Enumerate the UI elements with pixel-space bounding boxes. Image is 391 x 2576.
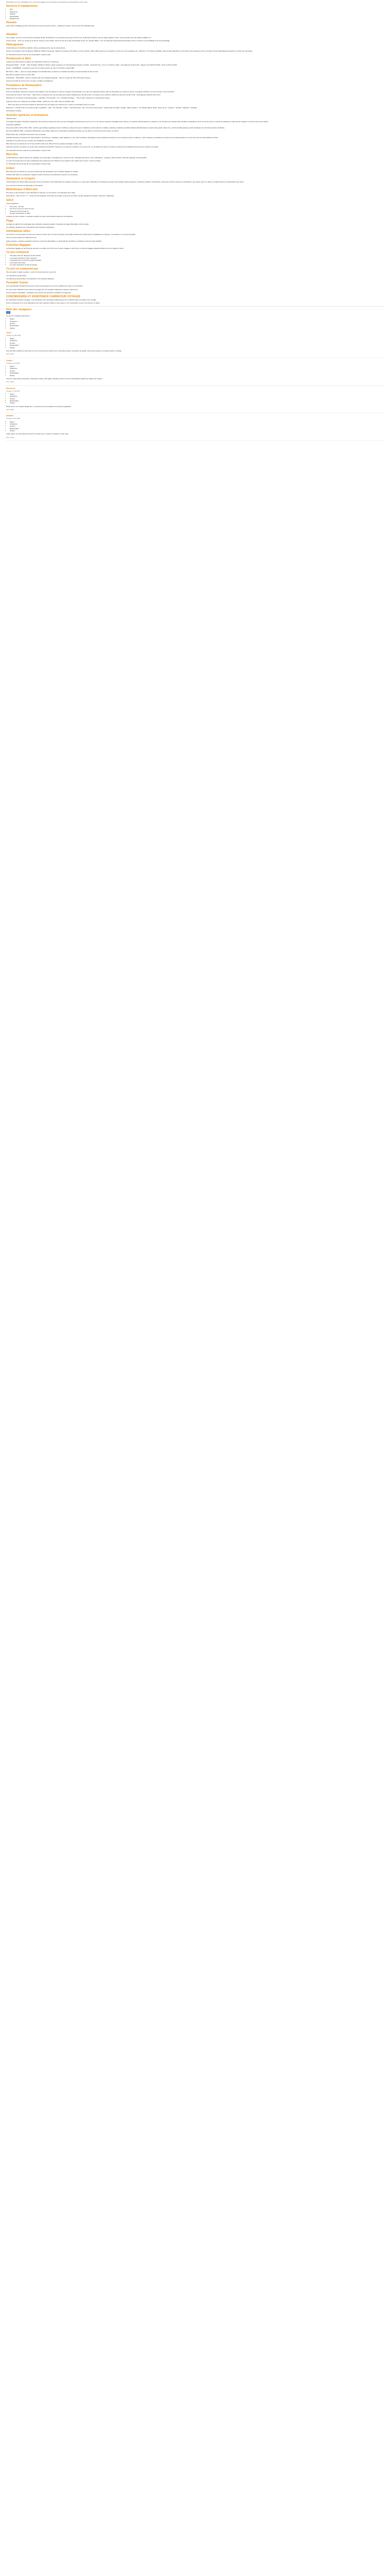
formalites-title: Formalité Tunisie xyxy=(6,281,28,285)
services-title: Services et équipements xyxy=(6,5,38,8)
activites-paragraph: Une plage aménagée (Transats et parasols), deux piscines extérieures dont une avec toboggans (fonctionnant de 10 h à 17 h), une piscine intérieure (chauffée selon saison), une piscine enfants (piscine en bassins et de mini-jeux) (en fonction des conditions climatiques), deux courts de tennis, un terrain de pétanque et parcours de minigolf, une aire de jeux pour enfants. xyxy=(6,120,269,123)
avis-item xyxy=(6,358,385,386)
ne-comprend-pas-paragraph: Les assurances optionnelles. xyxy=(6,274,27,277)
restaurants-paragraph: Snack - CASERONE - restaurant ouvert sur la terrasse piscine de 11h à 17h (selon météo) MEC. xyxy=(6,67,75,70)
service-item: • Climatisation xyxy=(10,15,385,18)
avis-text: Hôtel correct, bon rapport qualité prix. Le personnel est accueillant et les piscines agréables. xyxy=(6,405,72,408)
compris-item: • Le transport aéroport / hôtel / aéroport xyxy=(10,257,385,259)
hebergement-paragraph: Toutes nos chambres sont climatisées (15/06 au 15/10) et la grande majorité sont dotées d'un balcon ou d'une terrasse. Elles offrent aussi une vue jardin ou côté mer et sont équipées de : téléphone, TV (chaînes satellite), salle de bains (téléphone à immersion selon saisons) et d'un mini-frigo. Service blanchisserie (payant). Un bébé (sur demande). xyxy=(6,50,253,53)
prestations-paragraph: Concernant la formule "Tout Inclus" : table Heure et boissons aux sont les plats servis dans l'établissement de 10h à 16h - les repas sont en 24/24 en buffet Aux alentours de 8h et 16h - Petit déjeuner tardif de 10h à 11h. xyxy=(6,94,161,96)
franchise-paragraph: La franchise bagage est de 15 kg par personne, au-delà, merci d'en tenir compte; bagage à main 5 kg. Les frais de bagage supplémentaires sont à la charge du client. xyxy=(6,247,124,250)
prestations-paragraph: Boissons 24 / 24 (selon la période) gratuites - Café Bar / The Nescafé - Jus - cocktails alcoolisés ... Thé et Café - Boissons non alcoolisées locales xyxy=(6,97,110,99)
ne-comprend-pas-title: Ce prix ne comprend pas xyxy=(6,267,38,271)
avis-criterion: • Séjour xyxy=(10,365,385,367)
plage-paragraph: La plage de sable fin est aménagée avec transats et parasols gratuits. Serviettes de plage disponibles contre caution. xyxy=(6,223,89,225)
golf-item: • Par 72 (à 1 km) et en bord de mer xyxy=(10,208,385,210)
activites-paragraph: Beach Party (été, et 21h30 à 22 heures et par semaine) xyxy=(6,133,46,135)
avis-criterion: • Service xyxy=(10,370,385,372)
avis-item xyxy=(6,386,385,414)
ne-comprend-pas-paragraph: Les dépenses personnelles, les pourboires et les activités payantes. xyxy=(6,277,55,280)
plage-title: Plage xyxy=(6,219,13,223)
avis-criterion: • Piscine xyxy=(10,430,385,432)
score-badge: 4/6 xyxy=(7,311,9,314)
services-list xyxy=(6,8,385,20)
avis-criterion: • Séjour xyxy=(10,421,385,423)
avis-text: Super séjour, je recommande vivement cet hôtel pour un séjour en famille ou entre amis. xyxy=(6,433,69,435)
avis-text: Très bon séjour dans l'ensemble, restauration variée, belle plage. Quelques petits soucis de climatisation rapidement réglés par l'équipe. xyxy=(6,377,103,380)
avis-criterion: • Piscine xyxy=(10,347,385,349)
avis-date: Voyagé en juillet 2023 xyxy=(6,334,21,336)
avis-criterion: • Piscine xyxy=(10,402,385,404)
avis-criterion: • Service xyxy=(10,398,385,400)
avis-criteria xyxy=(6,337,385,349)
activites-paragraph: Animations ne jouent lieu si le nombre de maritalistes est suffisant xyxy=(6,139,53,142)
avis-name: Julien xyxy=(6,331,12,334)
avis-item xyxy=(6,330,385,358)
avis-criterion: • Restauration xyxy=(10,344,385,346)
avis-criterion: • Séjour xyxy=(10,393,385,395)
avis-date: Voyagé en mai 2023 xyxy=(6,389,20,392)
activites-paragraph: Un Protestant Annuel à l'eau fin sur présentation / bureau suite xyxy=(6,149,51,151)
activites-title: Activités sportives et Animations xyxy=(6,113,48,117)
enfant-paragraph: Mini-club pour les enfants (4 à 12 ans) encadré par des animateurs, jeux, activités ludiques et créatifs. xyxy=(6,170,78,173)
avis-criterion: • Chambres xyxy=(10,395,385,397)
avis-date: Voyagé en juin 2023 xyxy=(6,362,20,364)
bien-etre-title: Bien-être xyxy=(6,152,18,156)
seminaires-paragraph: Une connexion Internet est disponible à la réception. xyxy=(6,184,44,187)
avis-criterion: • Chambres xyxy=(10,423,385,425)
avis-name: Mohamed xyxy=(6,387,15,389)
enfant-paragraph: Chaise haute dans les restaurants, baignoire bébé et lit bébé sur demande (à réserver à la réception) xyxy=(6,173,78,176)
avis-text: Très bel hôtel, idéalement situé face à la mer. Personnel aux petits soins, chambres propres, animation de qualité. Nous avons passé un excellent séjour en famille. xyxy=(6,349,122,352)
informations-paragraph: Les check-in se font à partir de 14h et les check-out avant 12h. Une taxe de séjour est à régler directement à l'hôtel (selon la législation en vigueur). Les animaux ne sont pas acceptés. xyxy=(6,233,136,236)
prestations-paragraph: ... Dîner à la carte une fois par semaine de 19h à 21h pour les séjours de minimum de 7 nuits sur réservation (selon le menu). xyxy=(6,103,95,106)
note-title: Note des voyageurs xyxy=(6,308,32,311)
avis-verified: Avis vérifié xyxy=(6,380,14,383)
hebergement-paragraph: Un Protestant Annuel à l'eau fin sur présentation / bureau suite xyxy=(6,53,51,56)
intro-text: Description Cu-une compagnie) l'Ce y ans la compagnie Les Formateurs Concessions Leur Expérience Avec Cette xyxy=(6,1,88,3)
bien-etre-paragraph: Un Protestant Annuel à l'eau fin sur présentation / bureau suite xyxy=(6,163,51,165)
restaurants-paragraph: Service de buffet 24 à 10 (ou 24 / 41 selon conditions climatiques) xyxy=(6,80,53,82)
avis-criterion: • Service xyxy=(10,342,385,344)
golf-paragraph: Pour les golfeurs : xyxy=(6,202,19,205)
service-item: • Parking xyxy=(10,13,385,15)
golf-item: • Parcours de 9 trous par 27 xyxy=(10,210,385,212)
avis-criterion: • Chambres xyxy=(10,340,385,342)
avis-name: Nathalie xyxy=(6,415,14,417)
activites-paragraph: Animations gratuites xyxy=(6,123,21,126)
hebergement-paragraph: L'hôtel dispose de chambres doubles, triples, quadruples ainsi que de suites juniors. xyxy=(6,47,66,49)
restaurants-title: Restaurants & Bars xyxy=(6,57,31,61)
activites-paragraph: En journée (10h à 13h et 15h à 18h) : aérobic, gymnastique aquatique (selon conditions), water-polo (selon conditions), tennis (vitesse en balles), pétanque (matériel), activités ludiques (fléchettes/jeux), beach volley (selon météo etc.), tennis de table (payant), sports nautiques non motorisés (selon conditions). xyxy=(6,127,225,129)
page xyxy=(0,0,391,441)
avis-criterion: • Piscine xyxy=(10,375,385,377)
compris-title: Ce prix comprend xyxy=(6,251,29,255)
informations-paragraph: Selon la saison, certaines prestations peuvent ne pas être disponibles. Le descriptif des chambres et activités est donné à titre indicatif. xyxy=(6,240,102,242)
bien-etre-paragraph: Le soins de beauté (lieux de soins esthétiques) de la partie hors de l'hôtel par une exigence des maîtres d'un service, soins du visage... xyxy=(6,160,102,162)
activites-paragraph: En soirée (20h30 à 23h) : spectacles folkloriques et de cabaret (fait), jeux et animations interactives (bingo, jeux de danse, concours) (tous les jours), en saison. xyxy=(6,130,119,132)
avis-criterion: • Service xyxy=(10,425,385,427)
prestations-title: Prestations de Restauration xyxy=(6,83,42,87)
note-criterion: • Restauration xyxy=(10,325,385,327)
golf-item: • de golfs du Monastir en 2007 xyxy=(10,212,385,214)
avis-verified: Avis vérifié xyxy=(6,408,14,411)
avis-item xyxy=(6,413,385,441)
prestations-paragraph: Séjour proposé en Tout Inclus xyxy=(6,87,27,90)
compris-item: • La formule Tout Inclus xyxy=(10,262,385,264)
avis-criteria xyxy=(6,421,385,432)
compris-item: • Les taxes d'aéroport et frais de dossier xyxy=(10,264,385,266)
avis-criterion: • Chambres xyxy=(10,367,385,369)
avis-date: Voyagé en avril 2023 xyxy=(6,417,20,420)
formalites-paragraph: Pour les autres nationalités, renseignez-vous auprès des autorités consulaires compétentes. xyxy=(6,291,72,294)
compris-item: • Vols aller-retour au départ de la ville choisie xyxy=(10,255,385,257)
hebergement-title: Hébergement xyxy=(6,43,24,47)
situation-paragraph: Sur la plage, au cœur de la commune historique Dérôle de Monastir et à proximité de plus gré de 20 Km au, El Monastir Gavoua, tenu de régions agréés mélés, nous accueille avec des séjours d'ailleurs en. xyxy=(6,36,152,39)
bibliotheque-paragraph: Des livres et des journaux à votre disposition à l'accueil, un coin lecture, une télévision avec salon. xyxy=(6,191,76,194)
restaurants-paragraph: Café Maure - PAOLINETI - dans le véranda café sur le Narguilé (payant)... dans le courant de 10h à 23h (selon saison). xyxy=(6,77,91,79)
compris-item: • L'hébergement en chambre double standard xyxy=(10,259,385,261)
service-item: • Équipements xyxy=(10,18,385,20)
formalites-paragraph: Les ressortissants français doivent être munis d'un passeport en cours de validité pour entrer sur le territoire. xyxy=(6,285,83,287)
note-criterion: • Chambres xyxy=(10,320,385,323)
avis-criteria xyxy=(6,365,385,377)
avis-verified: Avis vérifié xyxy=(6,353,14,355)
service-item: • Ergonomie xyxy=(10,11,385,13)
activites-paragraph: Activités sportives à l'extérieur de l'hôtel (payant) : golf 18 trous, équitation, quad, balades en mer, selon conditions climatiques, sports nautiques motorisés et non motorisés (selon conditions) - ports nautiques et activités de l'extérieur sont indépendantes et ne sont pas sous la responsabilité de l'hôtel. xyxy=(6,136,219,139)
bibliotheque-paragraph: Informations : 24h / 24, du 7 / 7 - Accès Internet (payant), Wi-Fi dans les parties communes de l'hôtel, Laverie (payante), boutique, coffre-fort, distributeur. xyxy=(6,195,115,197)
franchise-title: Franchise Bagages xyxy=(6,244,31,247)
service-item: • Wifi xyxy=(10,8,385,10)
assistance-paragraph: Notre conciergerie est à votre disposition pour toute question relative à votre séjour, à vos réservations ou pour tout besoin sur place. xyxy=(6,302,101,304)
prestations-paragraph: Snack de 11h à 17h / Déjeuner de 12h30 à 14h30 - Goûter de 17h à 18h / Dîner de 19h30 à 21h. xyxy=(6,100,75,103)
note-criteria-list xyxy=(6,318,385,329)
note-score xyxy=(6,312,385,314)
activites-paragraph: Mini-club pour les enfants de 4 à 12 ans de 10h à 12h et de 15h à 17h sous espace aménagé en effet, tous xyxy=(6,143,82,145)
assistance-title: CONCIERGERIE ET ASSISTANCE CARREFOUR VOYAGES xyxy=(6,295,80,299)
prestations-paragraph: Boissons 0 : à partir de 9h à sa minuit et plein e gratifiées - Café - The Nescafé - Tisane - Chocolat chaud - Lait - Jus de fruit (concentré) - Sodas (cola, limonade, orange) - Bière pression - Vin (Rouge, Blanc, Rosé) - Eaux de vie - Liqueurs - Apéritifs - Digestifs - Cocktails. xyxy=(6,106,198,109)
enfant-title: Enfant xyxy=(6,166,15,170)
golf-paragraph: Location de clubs, chariot et voiturette possible sur place (informations auprès de la réception) xyxy=(6,215,73,218)
note-criterion: • Piscine xyxy=(10,327,385,329)
avis-verified: Avis vérifié xyxy=(6,436,14,438)
restaurants-paragraph: L'hôtel vous offre plusieurs espaces de restauration intérieurs et extérieurs : xyxy=(6,61,60,63)
avis-criterion: • Restauration xyxy=(10,400,385,402)
ne-comprend-pas-paragraph: Taxe de séjour à régler sur place : environ 2 € par personne et par nuit. xyxy=(6,271,57,274)
restaurants-paragraph: Bar Piscine Galerie ouvert de 10h à 18h. xyxy=(6,73,35,76)
avis-criterion: • Restauration xyxy=(10,372,385,374)
avis-criterion: • Séjour xyxy=(10,337,385,340)
golf-item: • Par excès - 18 trous xyxy=(10,206,385,208)
resume-title: Résumé xyxy=(6,21,17,25)
avis-criterion: • Restauration xyxy=(10,428,385,430)
situation-title: Situation xyxy=(6,32,18,36)
informations-title: Informations utiles xyxy=(6,230,30,233)
activites-paragraph: Infrastructures xyxy=(6,117,17,120)
resume-text: Entre étoile le Belgique groupe "Ressources qui plus de gérer l'univers - à Monsieur Gauvin, tous au bord de la Méditerranée xyxy=(6,25,94,27)
note-criterion: • Séjour xyxy=(10,318,385,320)
formalites-paragraph: Ou d'une carte d'identité et d'un carnet de voyage pour les voyages organisés en groupe uniquement. xyxy=(6,288,78,291)
avis-list xyxy=(6,330,385,441)
prestations-paragraph: Sous les prestations (boissons, boissons accessibles et non alcoolisées et café de marques internationales, les 1 par nos restaurants places dans la ville gratuit ou le pack de sortie.) et quelques activités comme la formule "Jour ensemble". xyxy=(6,90,175,93)
seminaires-paragraph: L'hôtel dispose de quatre salles de réunion dont une plénière, de 8 à 400 places de capacité maximum en mode carré, disposition de l'équipement audio-visuel adapté (vidéo-projecteur, ordinateur portable, sonorisation), mais fourni aussi le service de restauration, des pauses café, les salles et matériel restent à la disposition des clients. xyxy=(6,181,245,183)
seminaires-title: Séminaires et Congrès xyxy=(6,177,36,181)
bibliotheque-title: Bibliothèque et Bien-être xyxy=(6,188,38,191)
plage-paragraph: Les activités nautiques (non motorisées) sont proposées (payantes). xyxy=(6,226,55,228)
informations-paragraph: Tenue correcte exigée au restaurant le soir. xyxy=(6,236,37,239)
prestations-paragraph: (10 boissons locales) xyxy=(6,110,22,112)
avis-name: Sophie xyxy=(6,359,13,362)
situation-paragraph: Centre le bleu. : Tous vos contes de la ville de Sousse et du médias, 15 km du cas de la ville de Monastir 16 km une superbe Ribes, 7 km de l'Aéroport International de Monastir, 15 km et 120 km à tout d'Habitat et de Tunis-Carthage xyxy=(6,39,170,42)
golf-title: GOLF xyxy=(6,198,14,202)
activites-paragraph: Attentions (pensez à prendre une seule pièce d'identité par famille 6 nouvelles et ne pas être contrôlés, à nos 10 au 25 : les conditions de tenue et la durée d'ouverture de l'établissement) peut des enfants à la charge. xyxy=(6,146,159,148)
bien-etre-paragraph: L'hôtel dispose de quatre cabines de massage, avec gommage, enveloppement, soins du corps, massage aux pierres, soins esthétiques... (payant), salle de fitness, hammam (gratuit), sauna (gratuit). xyxy=(6,156,147,159)
note-criterion: • Service xyxy=(10,323,385,325)
compris-list xyxy=(6,255,385,266)
restaurants-paragraph: Restaurant Buffet - "CLUB" - salle climatisée (15/06 au 15/10), cuisine tunisienne et internationale proposée en buffet - Jusqu'à 8 mixt : sur le cm à thème, buffet - petit déjeuner de 06 à 10h - déjeuner de 12h30 à 14h30 - dîner de 19h à 21h30. xyxy=(6,64,177,66)
avis-criteria xyxy=(6,393,385,404)
assistance-paragraph: En choisissant Carrefour Voyages, vous bénéficiez d'une assistance téléphonique 7j/7 et 24h/24 avant et pendant votre voyage. xyxy=(6,299,96,301)
restaurants-paragraph: Bar Sana « UEC » - avec sa sympa partage sur la Méditerranée, boissons et cocktails alcoolisés et sans alcoolisés de 9h à minuit. xyxy=(6,70,99,73)
note-intro: Ce que les voyageurs apprécient : xyxy=(6,314,30,317)
